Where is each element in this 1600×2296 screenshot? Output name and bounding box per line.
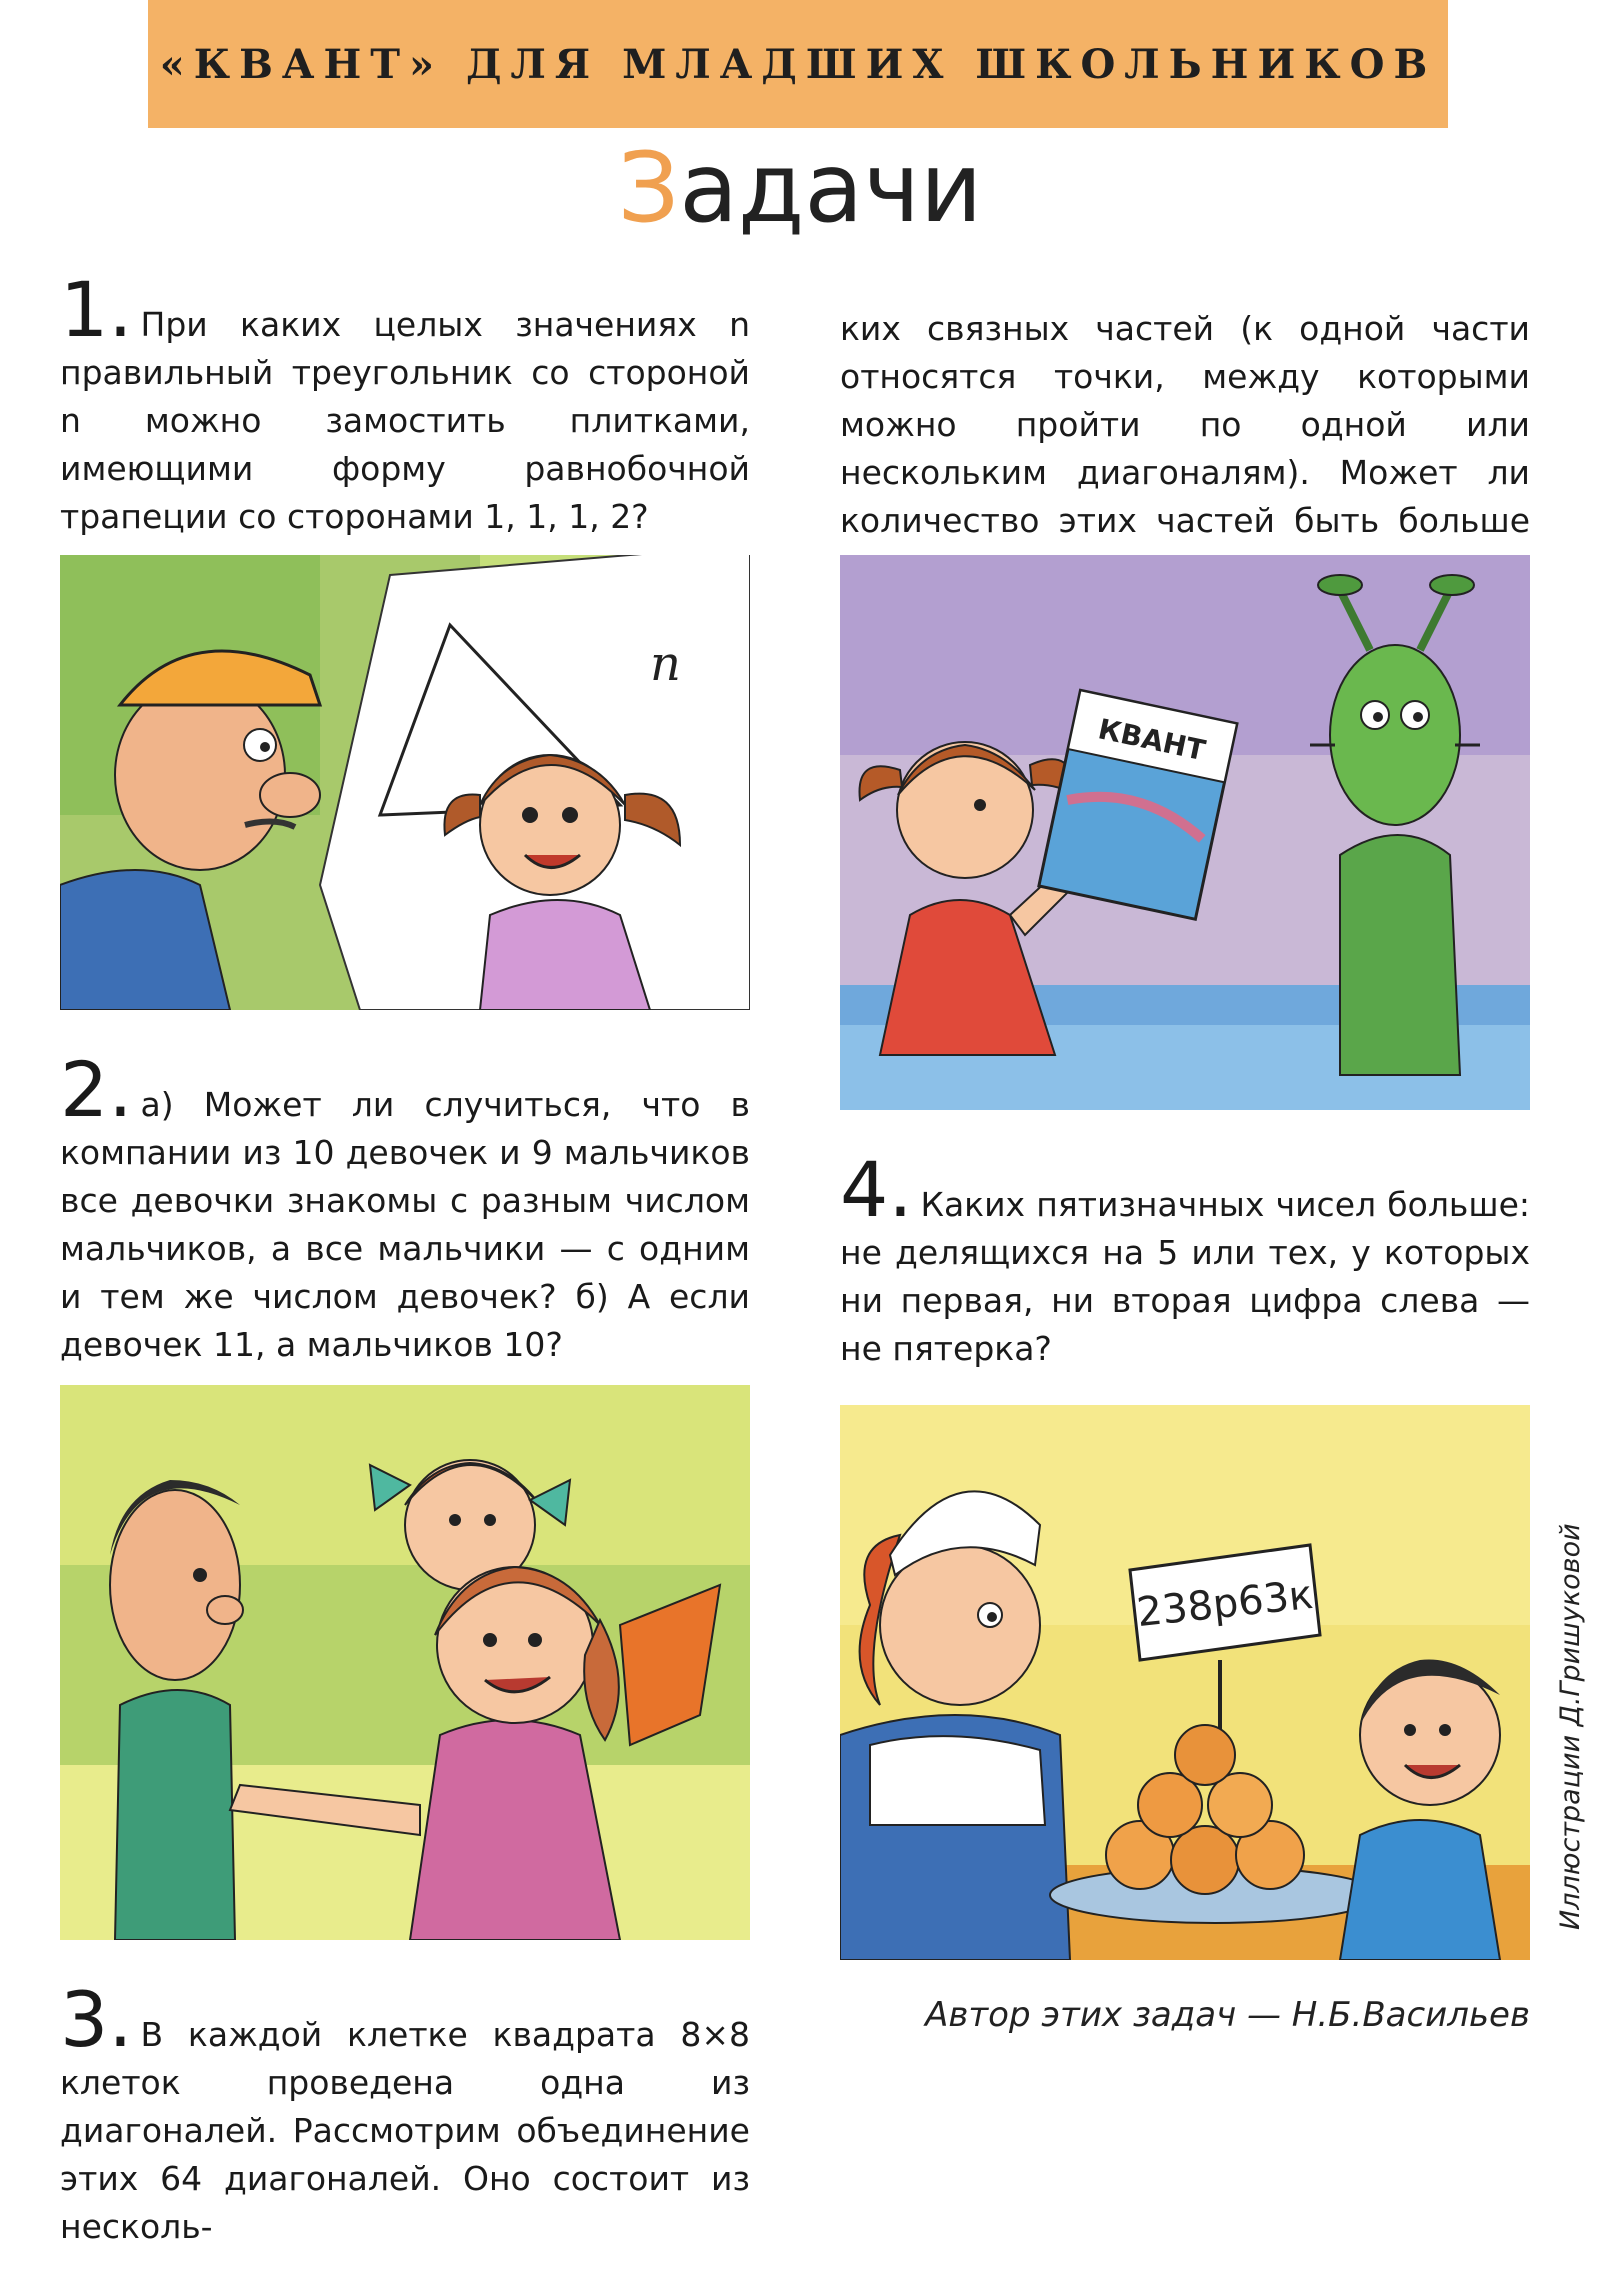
illustration-builder-and-girl <box>60 555 750 1010</box>
problem-1 <box>60 265 750 541</box>
problem-number: 1. <box>60 265 133 354</box>
page-title <box>0 132 1600 244</box>
triangle-label: n <box>650 636 681 692</box>
problem-text: ких связных частей (к одной части относятся точки, между которыми можно пройти по одной или нескольким диагоналям). Может ли количество этих частей быть больше <box>840 309 1530 540</box>
problem-3 <box>60 1975 750 2251</box>
illustration-shop <box>840 1405 1530 1960</box>
illustration-4-svg <box>840 1405 1530 1960</box>
problem-text: В каждой клетке квадрата 8×8 клеток проведена одна из диагоналей. Рассмотрим объединение этих 64 диагоналей. Оно состоит из несколь- <box>60 2015 750 2246</box>
magazine-label: КВАНТ <box>1095 712 1209 768</box>
problem-text: При каких целых значениях n правильный треугольник со стороной n можно замостить плитками, имеющими форму равнобочной трапеции со сторонами 1, 1, 1, 2? <box>60 305 750 536</box>
problem-text: Каких пятизначных чисел больше: не делящихся на 5 или тех, у которых ни первая, ни вторая цифра слева — не пятерка? <box>840 1185 1530 1368</box>
problem-3-continuation <box>840 305 1530 593</box>
problem-text: а) Может ли случиться, что в компании из 10 девочек и 9 мальчиков все девочки знакомы с разным числом мальчиков, а все мальчики — с одним и тем же числом девочек? б) А если девочек 11, а мальчиков 10? <box>60 1085 750 1364</box>
problem-number: 3. <box>60 1975 133 2064</box>
title-rest: адачи <box>679 132 983 244</box>
problem-number: 2. <box>60 1045 133 1134</box>
problem-2 <box>60 1045 750 1369</box>
section-banner <box>148 0 1448 128</box>
problem-4 <box>840 1145 1530 1373</box>
problem-number: 4. <box>840 1145 913 1234</box>
illustration-girl-and-alien <box>840 555 1530 1110</box>
title-initial: З <box>617 132 680 244</box>
banner-title: «КВАНТ» ДЛЯ МЛАДШИХ ШКОЛЬНИКОВ <box>159 40 1437 88</box>
illustration-2-svg <box>60 1385 750 1940</box>
illustration-1-svg <box>60 555 750 1010</box>
author-credit: Автор этих задач — Н.Б.Васильев <box>925 1995 1530 2035</box>
price-tag-text: 238р63к <box>1134 1571 1316 1637</box>
illustration-3-svg <box>840 555 1530 1110</box>
illustrations-credit: Иллюстрации Д.Гришуковой <box>1555 1523 1586 1930</box>
illustration-boy-and-girls <box>60 1385 750 1940</box>
